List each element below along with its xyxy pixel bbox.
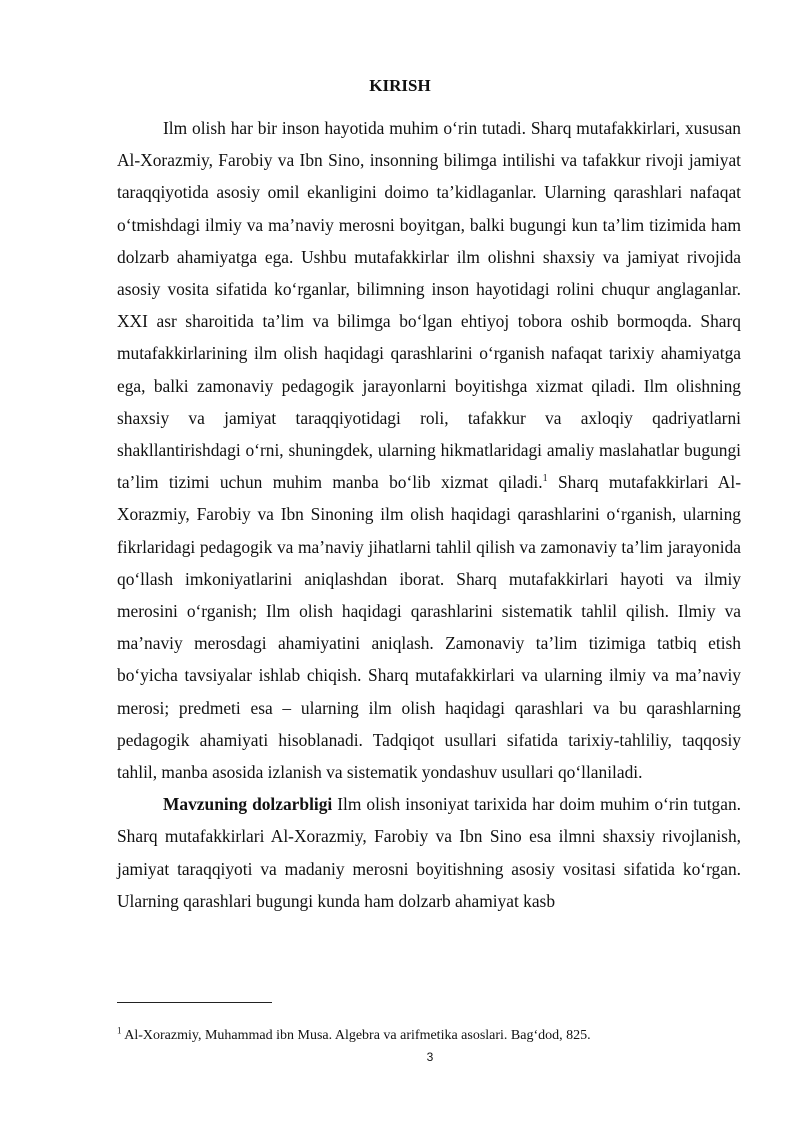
footnote-text: Al-Xorazmiy, Muhammad ibn Musa. Algebra va arifmetika asoslari. Bag‘dod, 825. [121, 1028, 591, 1043]
section-heading: KIRISH [369, 76, 431, 95]
relevance-heading: Mavzuning dolzarbligi [163, 794, 333, 815]
relevance-text: Ilm olish insoniyat tarixida har doim muhim o‘rin tutgan. Sharq mutafakkirlari Al-Xorazmiy, Farobiy va Ibn Sino esa ilmni shaxsiy rivojlanish, jamiyat taraqqiyoti va madaniy merosni boyitishning asosiy vositasi sifatida ko‘rgan. Ularning qarashlari bugungi kunda ham dolzarb ahamiyat kasb [117, 794, 741, 911]
footnote-number: 1 [117, 1025, 122, 1036]
paragraph-text: Ilm olish har bir inson hayotida muhim o‘rin tutadi. Sharq mutafakkirlari, xususan Al-Xorazmiy, Farobiy va Ibn Sino, insonning bilimga intilishi va tafakkur rivoji jamiyat taraqqiyotida asosiy omil ekanligini doimo ta’kidlaganlar. Ularning qarashlari nafaqat o‘tmishdagi ilmiy va ma’naviy merosni boyitgan, balki bugungi kun ta’lim tizimida ham dolzarb ahamiyatga ega. Ushbu mutafakkirlar ilm olishni shaxsiy va jamiyat rivojida asosiy vosita sifatida ko‘rganlar, bilimning inson hayotidagi rolini chuqur anglaganlar. XXI asr sharoitida ta’lim va bilimga bo‘lgan ehtiyoj tobora oshib bormoqda. Sharq mutafakkirlarining ilm olish haqidagi qarashlarini o‘rganish nafaqat tarixiy ahamiyatga ega, balki zamonaviy pedagogik jarayonlarni boyitishga xizmat qiladi. Ilm olishning shaxsiy va jamiyat taraqqiyotidagi roli, tafakkur va axloqiy qadriyatlarni shakllantirishdagi o‘rni, shuningdek, ularning hikmatlaridagi amaliy maslahatlar bugungi ta’lim tizimi uchun muhim manba bo‘lib xizmat qiladi. [117, 118, 741, 493]
paragraph-relevance [117, 788, 741, 917]
footnote-separator [117, 1002, 272, 1003]
paragraph-introduction [117, 112, 741, 788]
footnote-reference[interactable]: 1 [542, 473, 548, 485]
body-text [117, 112, 741, 917]
footnote [117, 1027, 741, 1045]
paragraph-text-continued: Sharq mutafakkirlari Al-Xorazmiy, Farobiy va Ibn Sinoning ilm olish haqidagi qarashlarini o‘rganish, ularning fikrlaridagi pedagogik va ma’naviy jihatlarni tahlil qilish va zamonaviy ta’lim jarayonida qo‘llash imkoniyatlarini aniqlashdan iborat. Sharq mutafakkirlari hayoti va ilmiy merosini o‘rganish; Ilm olish haqidagi qarashlarini sistematik tahlil qilish. Ilmiy va ma’naviy merosdagi ahamiyatini aniqlash. Zamonaviy ta’lim tizimiga tatbiq etish bo‘yicha tavsiyalar ishlab chiqish. Sharq mutafakkirlari va ularning ilmiy va ma’naviy merosi; predmeti esa – ularning ilm olish haqidagi qarashlari va bu qarashlarning pedagogik ahamiyati hisoblanadi. Tadqiqot usullari sifatida tarixiy-tahliliy, taqqosiy tahlil, manba asosida izlanish va sistematik yondashuv usullari qo‘llaniladi. [117, 472, 741, 783]
page-number: 3 [426, 1050, 434, 1064]
